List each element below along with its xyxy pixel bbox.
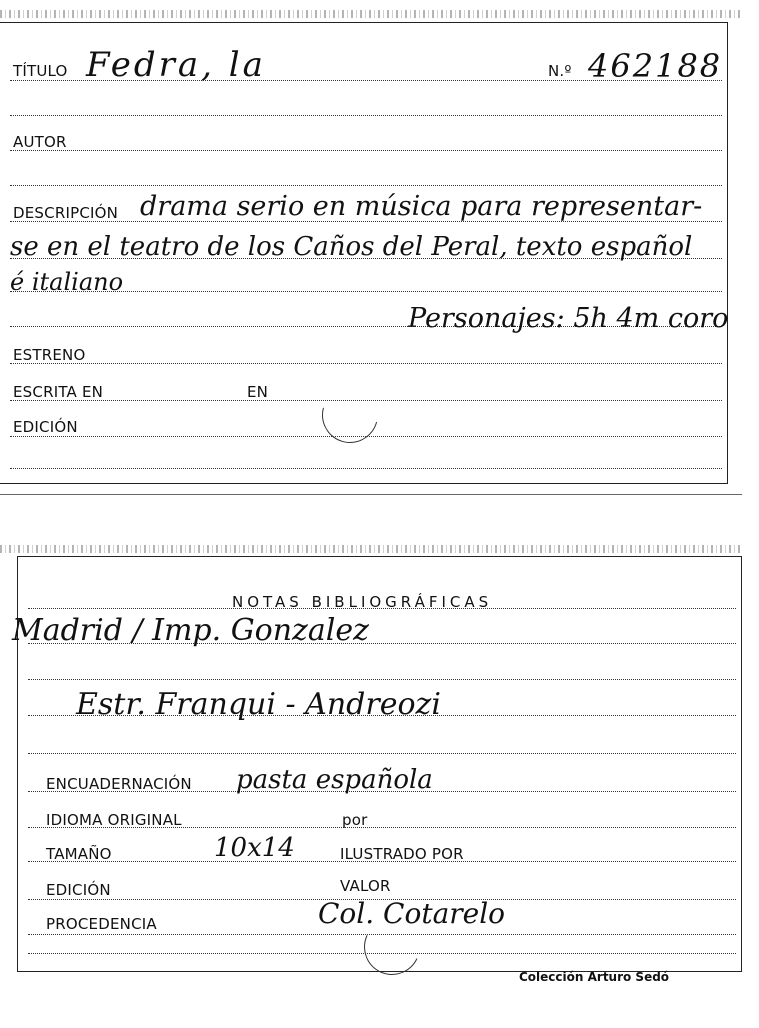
valor-label: VALOR [340, 877, 391, 895]
scan-edge-top [0, 10, 740, 18]
titulo-value: Fedra, la [86, 45, 266, 85]
estreno-label: ESTRENO [13, 346, 86, 364]
rule-line [10, 363, 722, 364]
notas-heading: NOTAS BIBLIOGRÁFICAS [232, 593, 493, 611]
tamano-value: 10x14 [214, 833, 295, 863]
rule-line [10, 150, 722, 151]
nota-line2: Estr. Franqui - Andreozi [76, 687, 441, 722]
personajes-note: Personajes: 5h 4m coro [408, 303, 729, 334]
edicion-label-2: EDICIÓN [46, 881, 111, 899]
procedencia-value: Col. Cotarelo [318, 897, 506, 930]
rule-line [28, 679, 736, 680]
nota-line1: Madrid / Imp. Gonzalez [12, 613, 369, 648]
edicion-label: EDICIÓN [13, 418, 78, 436]
scan-edge-middle [0, 545, 742, 553]
titulo-label: TÍTULO [13, 62, 68, 80]
catalog-card-bottom [12, 556, 742, 972]
descripcion-line3: é italiano [10, 268, 124, 296]
escrita-en-label: ESCRITA EN [13, 383, 104, 401]
idioma-original-label: IDIOMA ORIGINAL [46, 811, 182, 829]
card-separator-line [0, 494, 742, 495]
encuadernacion-value: pasta española [236, 765, 433, 795]
por-label: por [342, 811, 368, 829]
encuadernacion-label: ENCUADERNACIÓN [46, 775, 192, 793]
ilustrado-por-label: ILUSTRADO POR [340, 845, 464, 863]
rule-line [10, 115, 722, 116]
rule-line [10, 468, 722, 469]
descripcion-line1: drama serio en música para representar- [140, 191, 703, 222]
descripcion-label: DESCRIPCIÓN [13, 204, 119, 222]
catalog-card-top [0, 22, 728, 484]
tamano-label: TAMAÑO [46, 845, 112, 863]
descripcion-line2: se en el teatro de los Caños del Peral, texto español [10, 232, 693, 262]
procedencia-label: PROCEDENCIA [46, 915, 157, 933]
rule-line [28, 753, 736, 754]
numero-label: N.º [548, 62, 572, 80]
rule-line [10, 185, 722, 186]
en-label: EN [247, 383, 269, 401]
punch-hole-mark [312, 377, 388, 453]
numero-value: 462188 [588, 47, 723, 85]
autor-label: AUTOR [13, 133, 67, 151]
collection-footer: Colección Arturo Sedó [519, 970, 670, 984]
